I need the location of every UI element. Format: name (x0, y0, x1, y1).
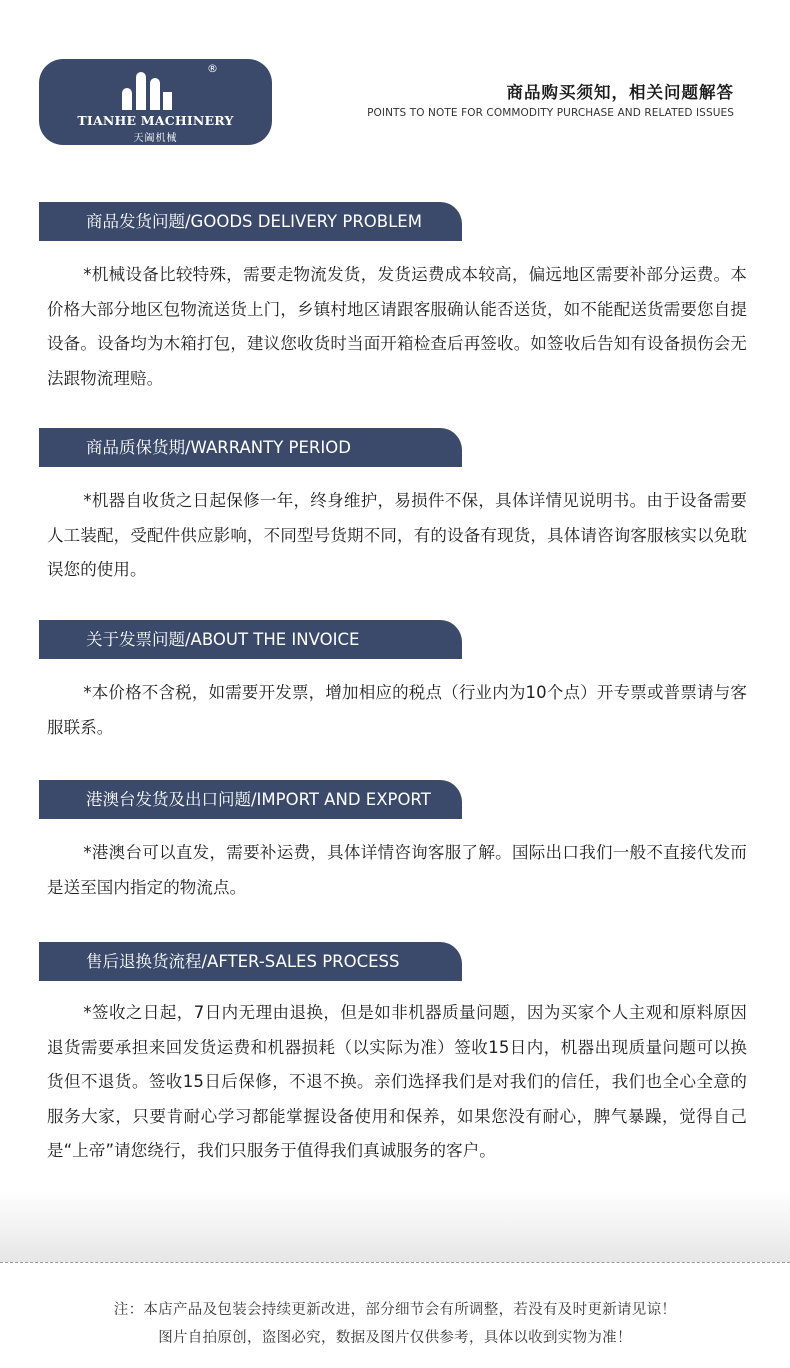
section-header-export (39, 780, 462, 819)
section-title: 关于发票问题/ABOUT THE INVOICE (86, 630, 360, 649)
section-body-aftersales: *签收之日起，7日内无理由退换，但是如非机器质量问题，因为买家个人主观和原料原因退货需要承担来回发货运费和机器损耗（以实际为准）签收15日内，机器出现质量问题可以换货但不退货。签收15日后保修，不退不换。亲们选择我们是对我们的信任，我们也全心全意的服务大家，只要肯耐心学习都能掌握设备使用和保养，如果您没有耐心，脾气暴躁，觉得自己是“上帝”请您绕行，我们只服务于值得我们真诚服务的客户。 (47, 1003, 747, 1160)
section-title: 商品发货问题/GOODS DELIVERY PROBLEM (86, 212, 422, 231)
page-subtitle: POINTS TO NOTE FOR COMMODITY PURCHASE AND RELATED ISSUES (367, 107, 734, 119)
logo-name-cn: 天阖机械 (133, 133, 178, 144)
page-title: 商品购买须知，相关问题解答 (506, 83, 734, 102)
section-title: 商品质保货期/WARRANTY PERIOD (86, 438, 351, 457)
section-body-export: *港澳台可以直发，需要补运费，具体详情咨询客服了解。国际出口我们一般不直接代发而是送至国内指定的物流点。 (47, 843, 747, 897)
section-header-invoice (39, 620, 462, 659)
section-header-aftersales (39, 942, 462, 981)
divider (0, 1262, 790, 1263)
logo-name-en: TIANHE MACHINERY (77, 113, 234, 128)
footer-note-line1: 注：本店产品及包装会持续更新改进，部分细节会有所调整，若没有及时更新请见谅！ (113, 1302, 677, 1318)
registered-mark: ® (207, 62, 218, 75)
footer-note-line2: 图片自拍原创，盗图必究，数据及图片仅供参考，具体以收到实物为准！ (158, 1330, 632, 1346)
bottom-fade (0, 1190, 790, 1262)
logo-building-icon (119, 68, 175, 110)
section-body-warranty: *机器自收货之日起保修一年，终身维护，易损件不保，具体详情见说明书。由于设备需要人工装配，受配件供应影响，不同型号货期不同，有的设备有现货，具体请咨询客服核实以免耽误您的使用。 (47, 491, 747, 579)
section-title: 售后退换货流程/AFTER-SALES PROCESS (86, 952, 400, 971)
brand-logo (39, 59, 272, 145)
section-body-delivery: *机械设备比较特殊，需要走物流发货，发货运费成本较高，偏远地区需要补部分运费。本价格大部分地区包物流送货上门，乡镇村地区请跟客服确认能否送货，如不能配送货需要您自提设备。设备均为木箱打包，建议您收货时当面开箱检查后再签收。如签收后告知有设备损伤会无法跟物流理赔。 (47, 265, 747, 388)
section-header-delivery (39, 202, 462, 241)
section-title: 港澳台发货及出口问题/IMPORT AND EXPORT (86, 790, 431, 809)
section-body-invoice: *本价格不含税，如需要开发票，增加相应的税点（行业内为10个点）开专票或普票请与客服联系。 (47, 683, 747, 737)
section-header-warranty (39, 428, 462, 467)
